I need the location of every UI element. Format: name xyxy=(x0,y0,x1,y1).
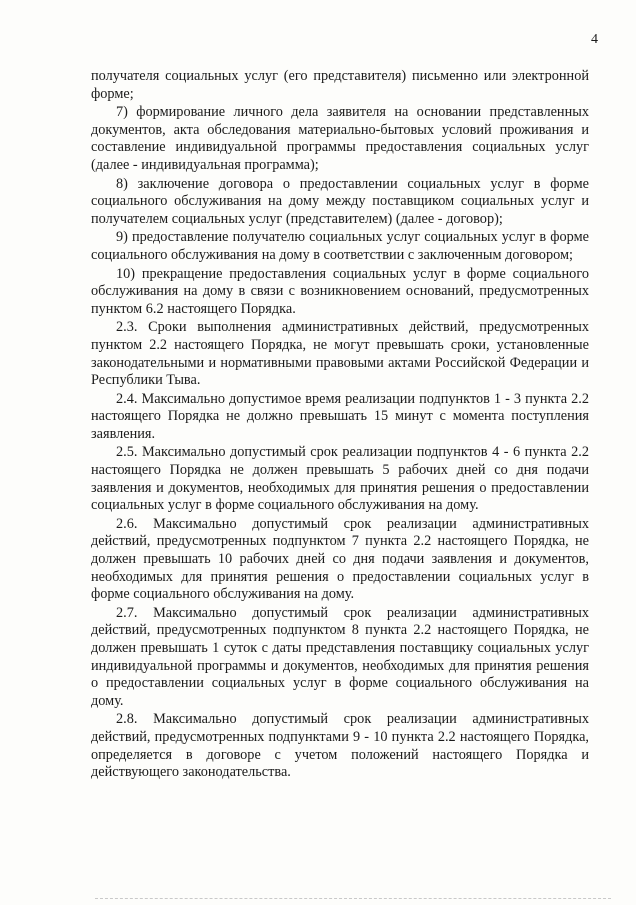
paragraph-2-7: 2.7. Максимально допустимый срок реализации административных действий, предусмотренных подпунктом 8 пункта 2.2 настоящего Порядка, не должен превышать 1 суток с даты представления поставщику социальных услуг индивидуальной программы и документов, необходимых для принятия решения о предоставлении социальных услуг в форме социального обслуживания на дому. xyxy=(91,604,589,709)
paragraph-2-3: 2.3. Сроки выполнения административных действий, предусмотренных пунктом 2.2 настоящего Порядка, не могут превышать сроки, установленные законодательными и нормативными правовыми актами Российской Федерации и Республики Тыва. xyxy=(91,319,589,389)
paragraph-2-5: 2.5. Максимально допустимый срок реализации подпунктов 4 - 6 пункта 2.2 настоящего Порядка не должен превышать 5 рабочих дней со дня подачи заявления и документов, необходимых для принятия решения о предоставлении социальных услуг в форме социального обслуживания на дому. xyxy=(91,444,589,514)
paragraph-item-10: 10) прекращение предоставления социальных услуг в форме социального обслуживания на дому в связи с возникновением оснований, предусмотренных пунктом 6.2 настоящего Порядка. xyxy=(91,265,589,317)
page-number: 4 xyxy=(591,32,598,47)
paragraph-2-8: 2.8. Максимально допустимый срок реализации административных действий, предусмотренных подпунктами 9 - 10 пункта 2.2 настоящего Порядка, определяется в договоре с учетом положений настоящего Порядка и действующего законодательства. xyxy=(91,711,589,781)
paragraph-item-7: 7) формирование личного дела заявителя на основании представленных документов, акта обследования материально-бытовых условий проживания и составление индивидуальной программы предоставления социальных услуг (далее - индивидуальная программа); xyxy=(91,104,589,173)
page-bottom-edge xyxy=(95,898,611,899)
paragraph-2-4: 2.4. Максимально допустимое время реализации подпунктов 1 - 3 пункта 2.2 настоящего Порядка не должно превышать 15 минут с момента поступления заявления. xyxy=(91,390,589,442)
paragraph-2-6: 2.6. Максимально допустимый срок реализации административных действий, предусмотренных подпунктом 7 пункта 2.2 настоящего Порядка, не должен превышать 10 рабочих дней со дня подачи заявления и документов, необходимых для принятия решения о предоставлении социальных услуг в форме социального обслуживания на дому. xyxy=(91,515,589,603)
paragraph-item-9: 9) предоставление получателю социальных услуг социальных услуг в форме социального обслуживания на дому в соответствии с заключенным договором; xyxy=(91,229,589,263)
paragraph-continuation: получателя социальных услуг (его представителя) письменно или электронной форме; xyxy=(91,68,589,102)
document-body xyxy=(91,68,589,783)
paragraph-item-8: 8) заключение договора о предоставлении социальных услуг в форме социального обслуживания на дому между поставщиком социальных услуг и получателем социальных услуг (представителем) (далее - договор); xyxy=(91,175,589,227)
